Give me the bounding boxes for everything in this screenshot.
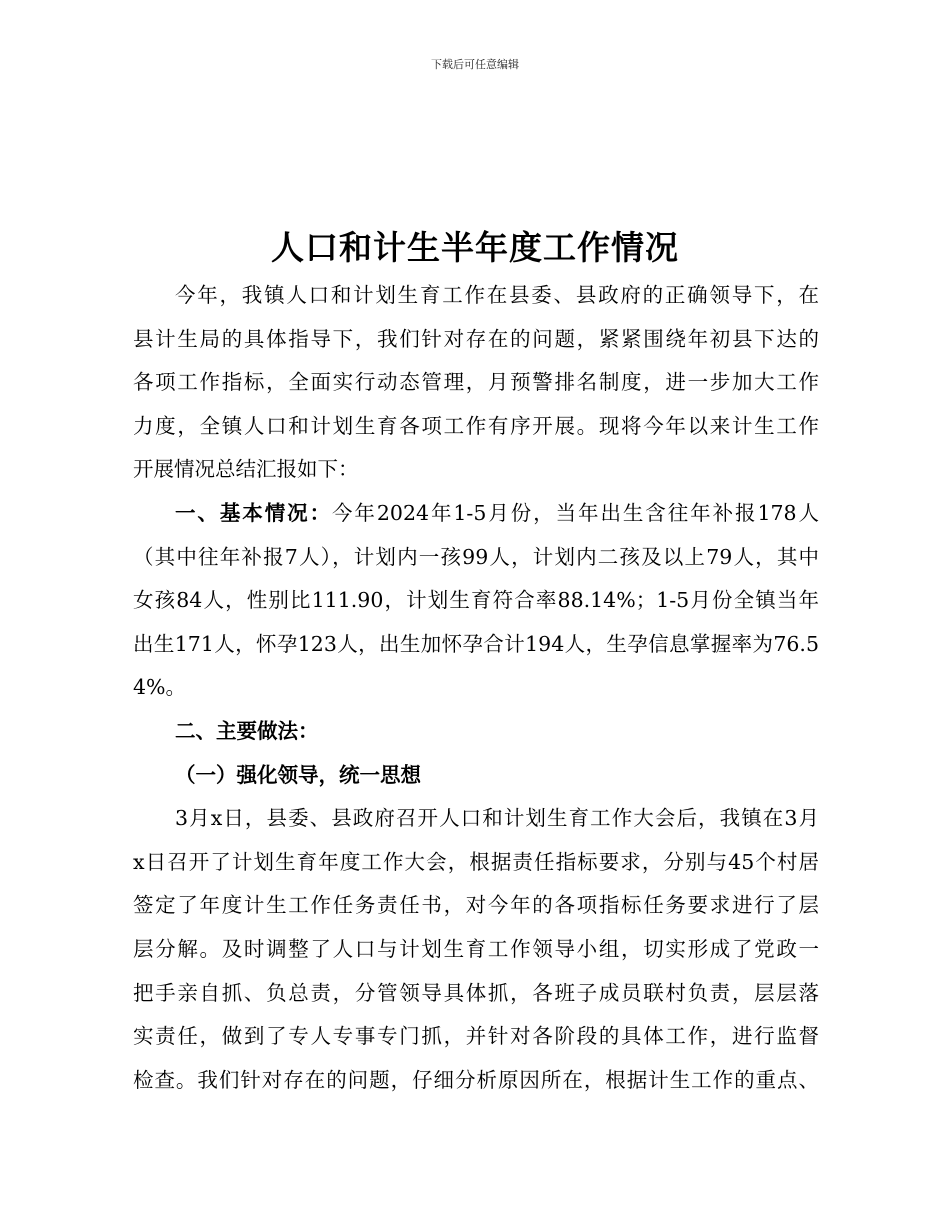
section-main-practices [133,710,819,1102]
document-body [133,274,819,1102]
subsection-line: 实责任，做到了专人专事专门抓，并针对各阶段的具体工作，进行监督 [133,1024,819,1049]
section-basic-situation [133,492,819,710]
intro-line: 县计生局的具体指导下，我们针对存在的问题，紧紧围绕年初县下达的 [133,326,819,351]
intro-paragraph [133,274,819,492]
intro-line: 力度，全镇人口和计划生育各项工作有序开展。现将今年以来计生工作 [133,413,819,438]
intro-line: 今年，我镇人口和计划生育工作在县委、县政府的正确领导下，在 [175,283,819,307]
section-line: 4%。 [133,675,187,700]
section-heading: 一、基本情况： [175,500,332,525]
subsection-line: 把手亲自抓、负总责，分管领导具体抓，各班子成员联村负责，层层落 [133,980,819,1005]
section-text: 今年2024年1-5月份，当年出生含往年补报178人 [332,500,820,525]
header-note: 下载后可任意编辑 [431,58,519,71]
section-heading: 二、主要做法： [175,718,319,743]
document-title: 人口和计生半年度工作情况 [271,228,679,267]
subsection-heading: （一）强化领导，统一思想 [175,762,421,787]
subsection-line: 3月x日，县委、县政府召开人口和计划生育工作大会后，我镇在3月 [175,806,819,831]
section-line: （其中往年补报7人），计划内一孩99人，计划内二孩及以上79人，其中 [133,544,819,569]
intro-line: 各项工作指标，全面实行动态管理，月预警排名制度，进一步加大工作 [133,370,819,395]
subsection-line: 层分解。及时调整了人口与计划生育工作领导小组，切实形成了党政一 [133,936,819,961]
subsection-line: 签定了年度计生工作任务责任书，对今年的各项指标任务要求进行了层 [133,893,819,918]
subsection-line: x日召开了计划生育年度工作大会，根据责任指标要求，分别与45个村居 [133,849,819,874]
section-line: 出生171人，怀孕123人，出生加怀孕合计194人，生孕信息掌握率为76.5 [133,631,819,656]
section-line [133,492,819,536]
intro-line: 开展情况总结汇报如下： [133,457,359,482]
subsection-line: 检查。我们针对存在的问题，仔细分析原因所在，根据计生工作的重点、 [133,1067,819,1092]
section-line: 女孩84人，性别比111.90，计划生育符合率88.14%；1-5月份全镇当年 [133,588,819,613]
